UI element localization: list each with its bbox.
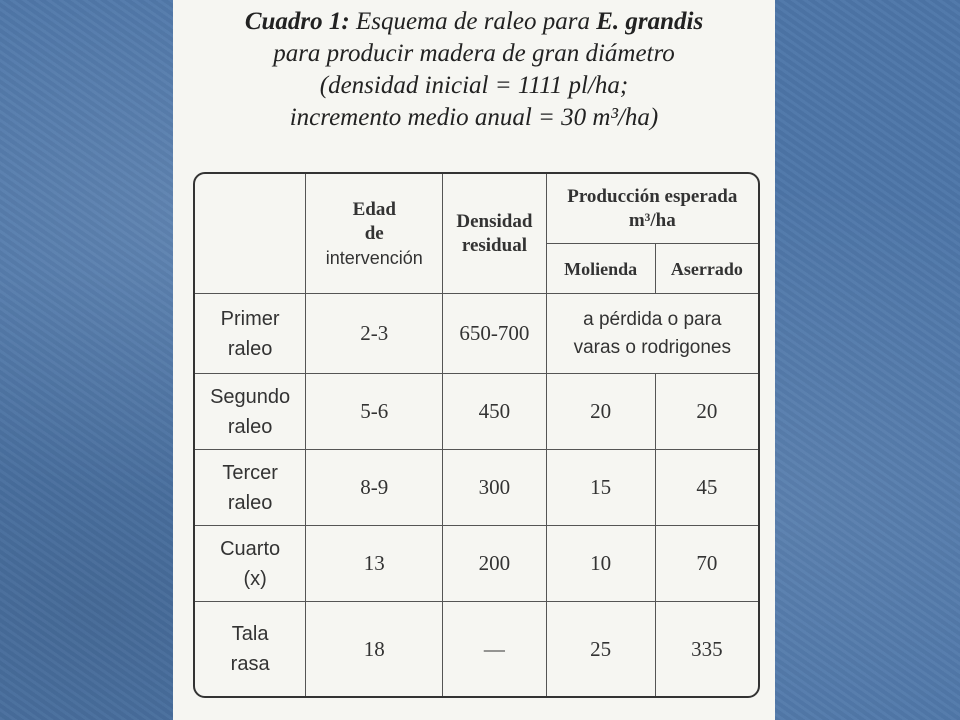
empty-corner-cell <box>195 174 306 294</box>
cell-densidad: 300 <box>443 450 546 526</box>
cell-aserrado: 335 <box>691 636 723 661</box>
header-molienda: Molienda <box>547 244 656 294</box>
cell-aserrado: 70 <box>656 526 758 602</box>
row-label: Cuarto (x) <box>195 526 306 602</box>
cell-densidad: — <box>443 602 546 696</box>
caption-line-1 <box>173 6 775 38</box>
cell-edad: 18 <box>306 602 443 696</box>
caption-line-4: incremento medio anual = 30 m³/ha) <box>289 104 659 131</box>
cell-edad: 2-3 <box>306 294 443 374</box>
header-edad: Edad de intervención <box>306 174 443 294</box>
cell-molienda: 20 <box>547 374 656 450</box>
caption-prefix: Cuadro 1: <box>244 8 350 35</box>
table-row <box>195 374 758 450</box>
table-row <box>195 602 758 696</box>
table-caption <box>173 6 775 134</box>
document-page <box>173 0 775 720</box>
row-label: Primer raleo <box>195 294 306 374</box>
cell-molienda: 15 <box>547 450 656 526</box>
caption-line-3: (densidad inicial = 1111 pl/ha; <box>319 72 629 99</box>
cell-molienda: 10 <box>547 526 656 602</box>
cell-edad: 8-9 <box>306 450 443 526</box>
cell-aserrado: 45 <box>656 450 758 526</box>
header-aserrado: Aserrado <box>656 244 758 294</box>
cell-aserrado: 20 <box>656 374 758 450</box>
cell-edad: 13 <box>306 526 443 602</box>
table-row <box>195 450 758 526</box>
row-label: Tercer raleo <box>195 450 306 526</box>
cell-densidad: 200 <box>443 526 546 602</box>
cell-edad: 5-6 <box>306 374 443 450</box>
caption-species: E. grandis <box>596 8 704 35</box>
header-densidad: Densidad residual <box>443 174 546 294</box>
cell-produccion-note: a pérdida o para varas o rodrigones <box>547 294 758 374</box>
table-row <box>195 294 758 374</box>
cell-molienda: 25 <box>547 602 656 696</box>
header-row-1 <box>195 174 758 244</box>
caption-main: Esquema de raleo para <box>349 8 597 35</box>
cell-densidad: 450 <box>443 374 546 450</box>
cell-densidad: 650-700 <box>443 294 546 374</box>
row-label: Tala rasa <box>195 602 306 696</box>
thinning-table <box>193 172 760 698</box>
header-produccion: Producción esperada m³/ha <box>547 174 758 244</box>
row-label: Segundo raleo <box>195 374 306 450</box>
table-row <box>195 526 758 602</box>
caption-line-2: para producir madera de gran diámetro <box>273 40 675 67</box>
